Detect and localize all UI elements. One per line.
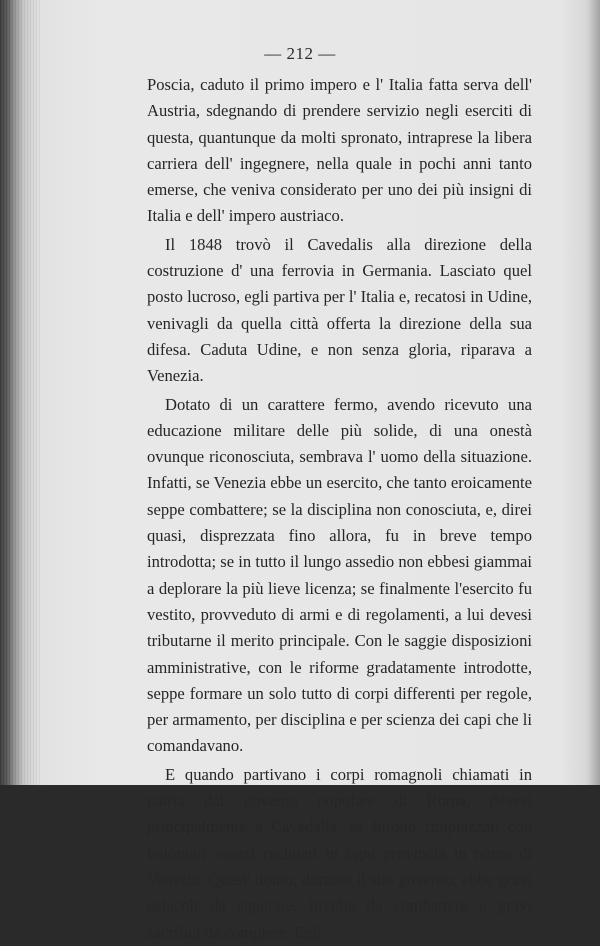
paragraph: Poscia, caduto il primo impero e l' Italia fatta serva dell' Austria, sdegnando di prendere servizio negli eserciti di questa, quantunque da molti spronato, intraprese la libera carriera dell' ingegnere, nella quale in pochi anni tanto emerse, che veniva considerato per uno dei più insigni di Italia e dell' impero austriaco. <box>147 75 532 226</box>
paragraph: Dotato di un carattere fermo, avendo ricevuto una educazione militare delle più solide, di una onestà ovunque riconosciuta, sembrava l' uomo della situazione. Infatti, se Venezia ebbe un esercito, che tanto eroicamente seppe combattere; se la disciplina non conosciuta, e, direi quasi, disprezzata fino allora, fu in breve tempo introdotta; se in tutto il lungo assedio non ebbesi giammai a deplorare la più lieve licenza; se finalmente l'esercito fu vestito, provveduto di armi e di regolamenti, a lui devesi tributarne il merito principale. Con le saggie disposizioni amministrative, con le riforme gradatamente introdotte, seppe formare un solo tutto di corpi differenti per regole, per armamento, per disciplina e per scienza dei capi che li comandavano. <box>147 394 532 756</box>
paragraph: Il 1848 trovò il Cavedalis alla direzione della costruzione d' una ferrovia in Germania. Lasciato quel posto lucroso, egli partiva per l' Italia e, recatosi in Udine, venivagli da quella città offerta la direzione della sua difesa. Caduta Udine, e non senza gloria, riparava a Venezia. <box>147 234 532 386</box>
paragraph: E quando partivano i corpi romagnoli chiamati in patria dal governo popolare di Roma, devesi principalmente a Cavedalis, se furono rimpiazzati con volontari veneti reclutati in ogni provincia in nome di Venezia. Quest' uomo, durante il suo governo, ebbe gravi ostacoli da superare, invidie da combattere e gravi sacrifici da compiere. Egli <box>147 764 532 942</box>
body-text <box>147 72 532 946</box>
page-number: — 212 — <box>264 44 336 63</box>
book-binding-gutter <box>0 0 40 785</box>
page-edge-shadow <box>588 0 600 785</box>
